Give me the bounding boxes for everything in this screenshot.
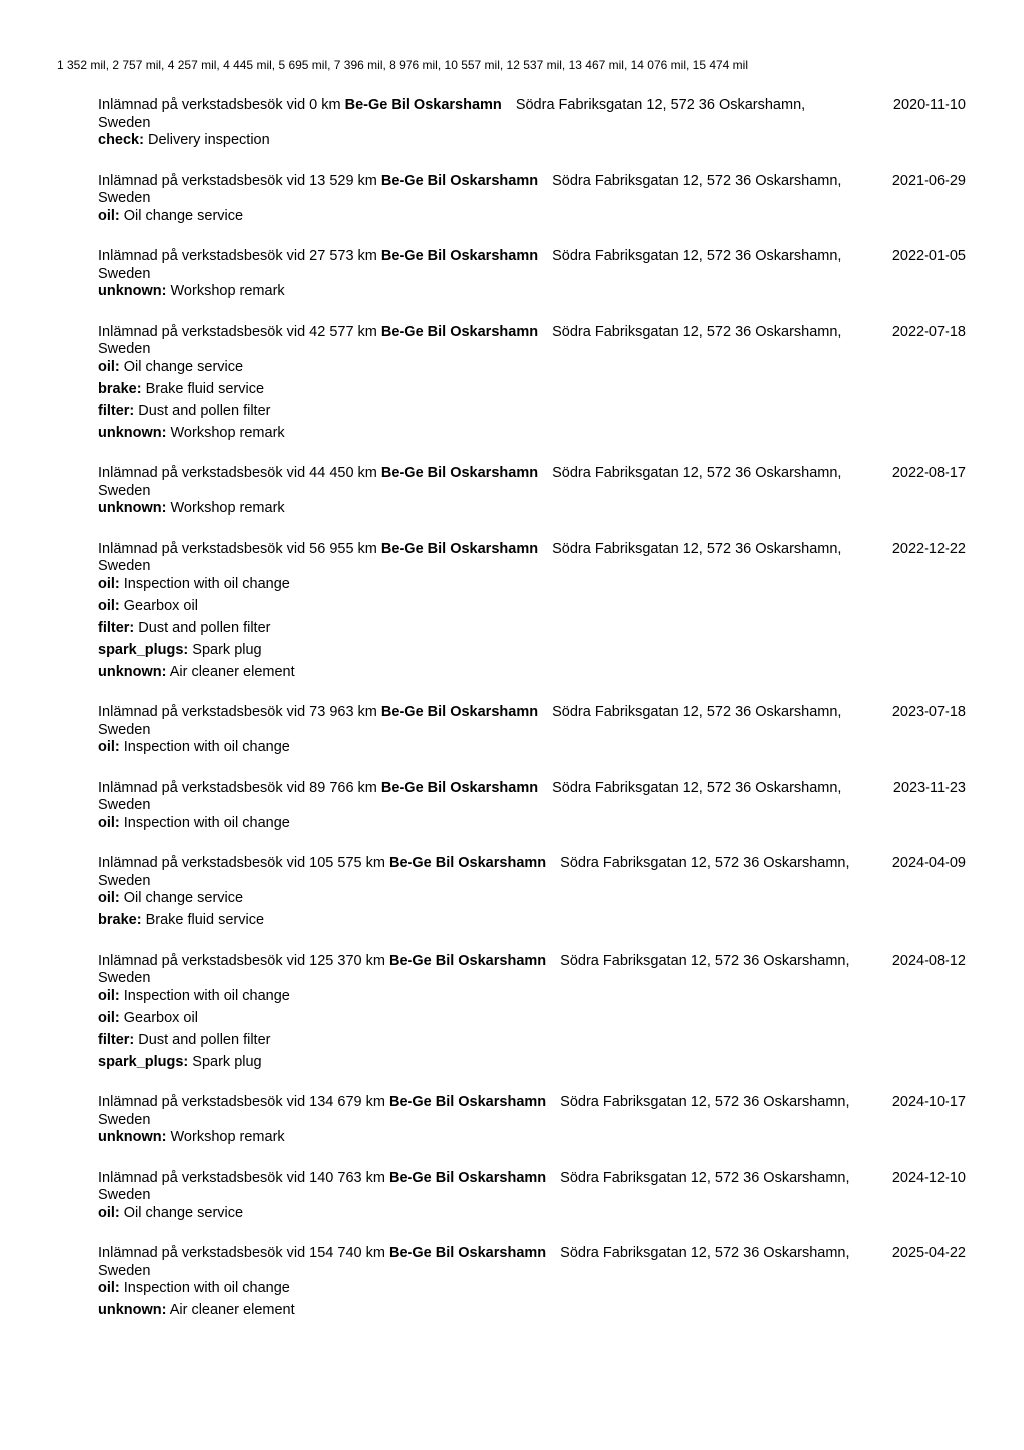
record-header	[98, 97, 858, 132]
record-date: 2024-04-09	[891, 855, 966, 871]
service-description: Inspection with oil change	[123, 1280, 290, 1296]
record-date: 2023-07-18	[891, 704, 966, 720]
record-header	[98, 1245, 858, 1280]
service-line	[98, 815, 966, 833]
service-description: Spark plug	[192, 641, 262, 658]
service-line	[98, 1280, 966, 1298]
service-record	[98, 704, 966, 757]
service-line	[98, 642, 966, 660]
record-visit-prefix: Inlämnad på verkstadsbesök vid 27 573 km	[98, 248, 377, 264]
record-header	[98, 1094, 858, 1129]
service-line	[98, 620, 966, 638]
record-header	[98, 465, 858, 500]
record-workshop-address: Södra Fabriksgatan 12, 572 36 Oskarshamn, Sweden	[98, 465, 842, 499]
service-category: brake:	[98, 380, 142, 397]
record-visit-prefix: Inlämnad på verkstadsbesök vid 0 km	[98, 97, 341, 113]
record-date: 2023-11-23	[892, 779, 966, 796]
record-workshop-address: Södra Fabriksgatan 12, 572 36 Oskarshamn, Sweden	[98, 540, 842, 574]
service-record	[98, 173, 966, 226]
record-workshop-name: Be-Ge Bil Oskarshamn	[380, 704, 539, 720]
service-record	[98, 248, 966, 301]
record-workshop-address: Södra Fabriksgatan 12, 572 36 Oskarshamn, Sweden	[98, 779, 842, 813]
service-category: oil:	[98, 739, 120, 755]
record-service-list	[98, 1129, 966, 1147]
record-header	[98, 855, 858, 890]
record-workshop-name: Be-Ge Bil Oskarshamn	[380, 465, 539, 481]
record-date: 2021-06-29	[891, 172, 966, 189]
record-workshop-address: Södra Fabriksgatan 12, 572 36 Oskarshamn, Sweden	[98, 952, 850, 986]
service-description: Inspection with oil change	[123, 987, 290, 1004]
record-workshop-name: Be-Ge Bil Oskarshamn	[388, 1169, 547, 1186]
record-visit-prefix: Inlämnad på verkstadsbesök vid 125 370 km	[98, 952, 385, 969]
service-record	[98, 953, 966, 1072]
record-date: 2022-08-17	[891, 465, 966, 481]
service-line	[98, 664, 966, 682]
record-header	[98, 541, 858, 576]
service-description: Inspection with oil change	[123, 814, 290, 831]
record-service-list	[98, 739, 966, 757]
service-description: Spark plug	[192, 1053, 262, 1070]
service-category: check:	[98, 132, 144, 148]
service-description: Air cleaner element	[169, 663, 295, 680]
service-line	[98, 1129, 966, 1147]
record-workshop-name: Be-Ge Bil Oskarshamn	[388, 1245, 547, 1261]
service-line	[98, 283, 966, 301]
record-service-list	[98, 890, 966, 930]
record-workshop-name: Be-Ge Bil Oskarshamn	[380, 323, 539, 340]
service-description: Workshop remark	[170, 1129, 285, 1145]
record-visit-prefix: Inlämnad på verkstadsbesök vid 73 963 km	[98, 704, 377, 720]
record-visit-prefix: Inlämnad på verkstadsbesök vid 56 955 km	[98, 540, 377, 557]
service-category: unknown:	[98, 283, 167, 299]
service-category: oil:	[98, 1009, 120, 1026]
service-description: Oil change service	[123, 207, 244, 224]
service-description: Brake fluid service	[145, 912, 265, 928]
service-line	[98, 500, 966, 518]
service-description: Inspection with oil change	[123, 575, 290, 592]
service-line	[98, 381, 966, 399]
record-header	[98, 780, 858, 815]
service-line	[98, 1032, 966, 1050]
service-category: unknown:	[98, 1302, 167, 1318]
service-record	[98, 780, 966, 833]
service-description: Inspection with oil change	[123, 739, 290, 755]
record-service-list	[98, 500, 966, 518]
record-workshop-name: Be-Ge Bil Oskarshamn	[344, 97, 502, 113]
record-workshop-address: Södra Fabriksgatan 12, 572 36 Oskarshamn, Sweden	[98, 855, 850, 889]
record-workshop-address: Södra Fabriksgatan 12, 572 36 Oskarshamn, Sweden	[98, 172, 842, 206]
record-workshop-address: Södra Fabriksgatan 12, 572 36 Oskarshamn, Sweden	[98, 1245, 850, 1279]
record-date: 2025-04-22	[891, 1245, 966, 1261]
record-service-list	[98, 1280, 966, 1320]
service-line	[98, 1205, 966, 1223]
mileage-summary: 1 352 mil, 2 757 mil, 4 257 mil, 4 445 mil, 5 695 mil, 7 396 mil, 8 976 mil, 10 557 mil, 12 537 mil, 13 467 mil, 14 076 mil, 15 474 mil	[57, 58, 749, 72]
record-workshop-name: Be-Ge Bil Oskarshamn	[380, 540, 539, 557]
service-category: oil:	[98, 1280, 120, 1296]
service-category: oil:	[98, 987, 120, 1004]
service-line	[98, 1302, 966, 1320]
record-date: 2024-10-17	[891, 1094, 966, 1110]
record-date: 2024-08-12	[891, 952, 966, 969]
record-header	[98, 324, 858, 359]
record-service-list	[98, 988, 966, 1072]
record-visit-prefix: Inlämnad på verkstadsbesök vid 140 763 km	[98, 1169, 385, 1186]
service-record	[98, 1245, 966, 1320]
service-description: Delivery inspection	[147, 132, 270, 148]
service-description: Oil change service	[123, 358, 244, 375]
service-description: Workshop remark	[170, 424, 285, 441]
service-record	[98, 1094, 966, 1147]
service-description: Oil change service	[123, 890, 244, 906]
record-visit-prefix: Inlämnad på verkstadsbesök vid 154 740 km	[98, 1245, 385, 1261]
service-line	[98, 739, 966, 757]
service-description: Brake fluid service	[145, 380, 265, 397]
record-workshop-name: Be-Ge Bil Oskarshamn	[380, 248, 539, 264]
service-record	[98, 324, 966, 443]
record-workshop-address: Södra Fabriksgatan 12, 572 36 Oskarshamn, Sweden	[98, 1094, 850, 1128]
service-record	[98, 1170, 966, 1223]
service-category: oil:	[98, 575, 120, 592]
service-line	[98, 1010, 966, 1028]
record-service-list	[98, 132, 966, 150]
service-description: Air cleaner element	[169, 1302, 295, 1318]
record-service-list	[98, 1205, 966, 1223]
record-header	[98, 1170, 858, 1205]
service-line	[98, 890, 966, 908]
record-visit-prefix: Inlämnad på verkstadsbesök vid 89 766 km	[98, 779, 377, 796]
service-category: oil:	[98, 597, 120, 614]
service-line	[98, 988, 966, 1006]
service-category: oil:	[98, 1204, 120, 1221]
service-record	[98, 465, 966, 518]
service-description: Gearbox oil	[123, 597, 198, 614]
service-line	[98, 425, 966, 443]
service-record-list	[98, 97, 966, 1343]
service-line	[98, 208, 966, 226]
service-category: filter:	[98, 402, 135, 419]
service-record	[98, 855, 966, 930]
service-category: unknown:	[98, 663, 167, 680]
service-category: spark_plugs:	[98, 1053, 189, 1070]
service-line	[98, 598, 966, 616]
service-description: Workshop remark	[170, 283, 285, 299]
service-category: oil:	[98, 207, 120, 224]
record-service-list	[98, 208, 966, 226]
record-workshop-address: Södra Fabriksgatan 12, 572 36 Oskarshamn, Sweden	[98, 97, 806, 131]
service-category: oil:	[98, 358, 120, 375]
service-category: oil:	[98, 814, 120, 831]
service-line	[98, 359, 966, 377]
record-service-list	[98, 576, 966, 682]
record-workshop-name: Be-Ge Bil Oskarshamn	[388, 952, 547, 969]
record-workshop-address: Södra Fabriksgatan 12, 572 36 Oskarshamn, Sweden	[98, 1169, 850, 1203]
record-header	[98, 173, 858, 208]
service-line	[98, 132, 966, 150]
service-line	[98, 912, 966, 930]
record-visit-prefix: Inlämnad på verkstadsbesök vid 134 679 km	[98, 1094, 385, 1110]
record-header	[98, 248, 858, 283]
record-visit-prefix: Inlämnad på verkstadsbesök vid 105 575 km	[98, 855, 385, 871]
record-visit-prefix: Inlämnad på verkstadsbesök vid 13 529 km	[98, 172, 377, 189]
record-date: 2022-01-05	[891, 248, 966, 264]
record-service-list	[98, 815, 966, 833]
service-category: spark_plugs:	[98, 641, 189, 658]
service-category: filter:	[98, 619, 135, 636]
service-description: Dust and pollen filter	[138, 402, 271, 419]
service-description: Workshop remark	[170, 500, 285, 516]
service-category: oil:	[98, 890, 120, 906]
service-line	[98, 403, 966, 421]
service-record	[98, 541, 966, 682]
record-header	[98, 953, 858, 988]
record-date: 2024-12-10	[891, 1169, 966, 1186]
record-date: 2022-07-18	[891, 323, 966, 340]
service-category: unknown:	[98, 500, 167, 516]
record-workshop-name: Be-Ge Bil Oskarshamn	[380, 779, 539, 796]
service-description: Oil change service	[123, 1204, 244, 1221]
record-date: 2022-12-22	[891, 540, 966, 557]
record-workshop-name: Be-Ge Bil Oskarshamn	[388, 1094, 547, 1110]
record-workshop-address: Södra Fabriksgatan 12, 572 36 Oskarshamn, Sweden	[98, 323, 842, 357]
service-category: brake:	[98, 912, 142, 928]
service-description: Dust and pollen filter	[138, 1031, 271, 1048]
service-line	[98, 576, 966, 594]
record-workshop-address: Södra Fabriksgatan 12, 572 36 Oskarshamn, Sweden	[98, 248, 842, 282]
record-workshop-name: Be-Ge Bil Oskarshamn	[388, 855, 547, 871]
record-visit-prefix: Inlämnad på verkstadsbesök vid 42 577 km	[98, 323, 377, 340]
service-category: unknown:	[98, 424, 167, 441]
record-workshop-address: Södra Fabriksgatan 12, 572 36 Oskarshamn, Sweden	[98, 704, 842, 738]
service-description: Gearbox oil	[123, 1009, 198, 1026]
record-service-list	[98, 359, 966, 443]
service-description: Dust and pollen filter	[138, 619, 271, 636]
record-service-list	[98, 283, 966, 301]
record-header	[98, 704, 858, 739]
record-date: 2020-11-10	[892, 97, 966, 113]
service-line	[98, 1054, 966, 1072]
record-workshop-name: Be-Ge Bil Oskarshamn	[380, 172, 539, 189]
service-category: unknown:	[98, 1129, 167, 1145]
service-category: filter:	[98, 1031, 135, 1048]
record-visit-prefix: Inlämnad på verkstadsbesök vid 44 450 km	[98, 465, 377, 481]
service-record	[98, 97, 966, 150]
